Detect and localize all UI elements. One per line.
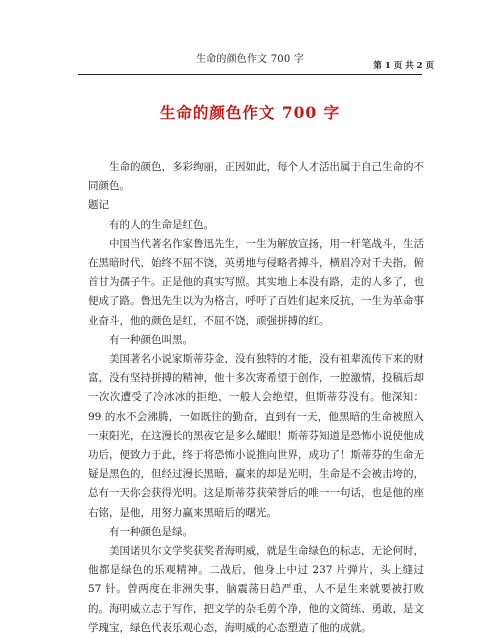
page-header [0, 0, 500, 80]
document-title: 生命的颜色作文 700 字 [159, 103, 341, 122]
header-divider [78, 74, 422, 75]
paragraph-hemingway: 美国诺贝尔文学奖获奖者海明威，就是生命绿色的标志，无论何时，他都是绿色的乐观精神。二战后，他身上中过 237 片弹片，头上缝过 57 针。曾两度在非洲失事，脑震荡日趋严重，人不是生来就要被打败的。海明威立志于写作，把文学的杂毛剪个净，他的文简练、勇敢，是文学瑰宝，绿色代表乐观心态，海明威的心态塑造了他的成就。 [88, 545, 424, 634]
document-body [88, 158, 424, 638]
paragraph-intro: 生命的颜色，多彩绚丽，正因如此，每个人才活出属于自己生命的不同颜色。 [88, 161, 424, 193]
paragraph-red-heading: 有的人的生命是红色。 [109, 218, 214, 231]
paragraph-stephen-king: 美国著名小说家斯蒂芬金，没有独特的才能，没有祖辈流传下来的财富，没有坚持拼搏的精神，他十多次寄希望于创作，一腔激情，投稿后却一次次遭受了冷冰冰的拒绝，一般人会绝望，但斯蒂芬没有。他深知：99 的水不会沸腾，一如既往的勤奋，直到有一天，他黑暗的生命被照入一束阳光，在这漫长的黑夜它是多么耀眼！斯蒂芬知道是恐怖小说使他成功后，便致力于此，终于将恐怖小说推向世界，成功了！斯蒂芬的生命无疑是黑色的，但经过漫长黑暗，赢来的却是光明，生命是不会被击垮的，总有一天你会获得光明。这是斯蒂芬获荣誉后的唯一一句话，也是他的座右铭，是他，用努力赢来黑暗后的曙光。 [88, 353, 424, 519]
page-number: 第 1 页 共 2 页 [373, 61, 434, 71]
paragraph-luxun: 中国当代著名作家鲁迅先生，一生为解放宣扬，用一杆笔战斗，生活在黑暗时代，始终不屈不饶，英勇地与侵略者搏斗，横眉冷对千夫指，俯首甘为孺子牛。正是他的真实写照。其实地上本没有路，走的人多了，也便成了路。鲁迅先生以为为格言，呼吁了百姓们起来反抗，一生为革命事业奋斗，他的颜色是红，不屈不饶，顽强拼搏的红。 [88, 237, 424, 327]
header-title: 生命的颜色作文 700 字 [195, 54, 305, 65]
paragraph-black-heading: 有一种颜色叫黑。 [109, 333, 193, 346]
paragraph-green-heading: 有一种颜色是绿。 [109, 525, 193, 538]
paragraph-epigraph-label: 题记 [88, 199, 109, 212]
